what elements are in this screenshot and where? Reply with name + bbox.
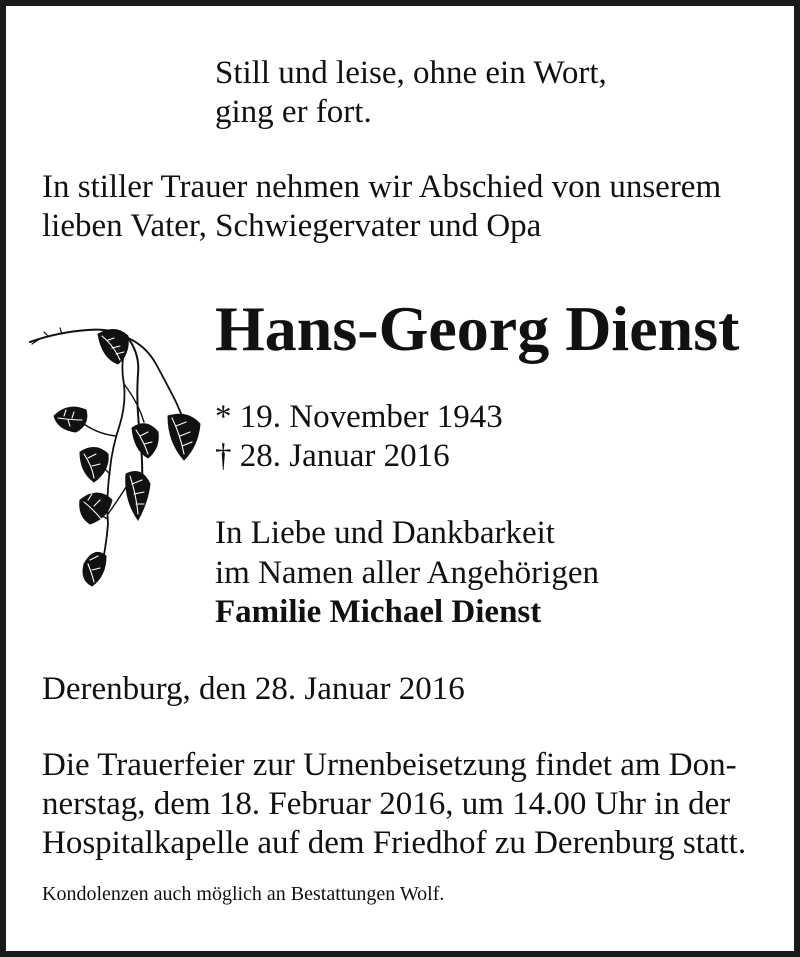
motto-line-1: Still und leise, ohne ein Wort, (215, 55, 607, 91)
condolences-note: Kondolenzen auch möglich an Bestattungen Wolf. (42, 883, 445, 905)
mourners-line-1: In Liebe und Dankbarkeit (215, 515, 555, 551)
birth-date: * 19. November 1943 (215, 399, 503, 435)
funeral-line-1: Die Trauerfeier zur Urnenbeisetzung findet am Don- (42, 747, 737, 783)
funeral-line-3: Hospitalkapelle auf dem Friedhof zu Derenburg statt. (42, 825, 747, 861)
birch-branch-icon (28, 324, 208, 599)
intro-line-2: lieben Vater, Schwiegervater und Opa (42, 208, 542, 244)
deceased-name: Hans-Georg Dienst (215, 293, 740, 364)
place-date: Derenburg, den 28. Januar 2016 (42, 671, 465, 707)
death-date: † 28. Januar 2016 (215, 438, 450, 474)
funeral-line-2: nerstag, dem 18. Februar 2016, um 14.00 Uhr in der (42, 786, 731, 822)
family-name: Familie Michael Dienst (215, 594, 542, 630)
intro-line-1: In stiller Trauer nehmen wir Abschied von unserem (42, 169, 722, 205)
mourners-line-2: im Namen aller Angehörigen (215, 555, 599, 591)
motto-line-2: ging er fort. (215, 94, 372, 130)
